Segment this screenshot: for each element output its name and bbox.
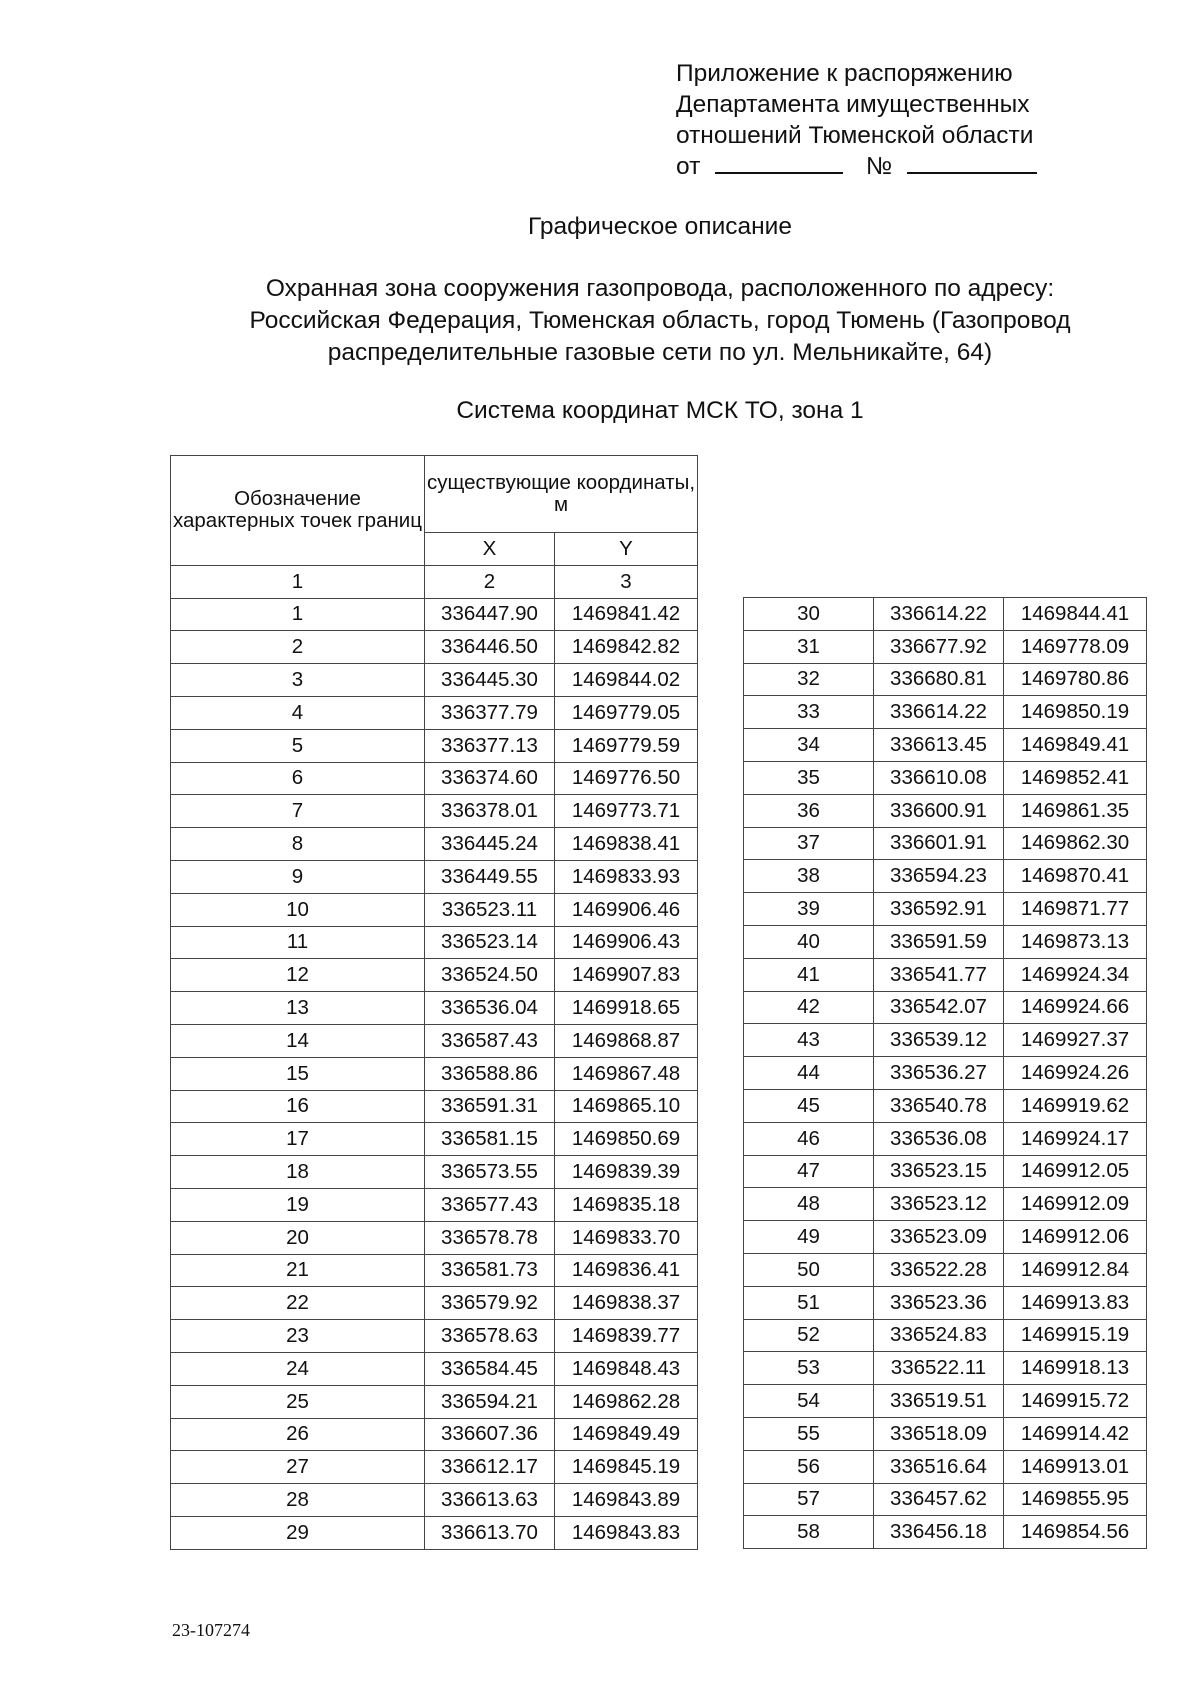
table-row <box>744 729 1147 762</box>
x-header-cell: X <box>425 533 555 566</box>
x-coordinate-cell: 336456.18 <box>874 1516 1004 1549</box>
x-coordinate-cell: 336613.70 <box>425 1516 555 1549</box>
table-row <box>744 630 1147 663</box>
table-row <box>744 1122 1147 1155</box>
table-row <box>744 827 1147 860</box>
x-coordinate-cell: 336542.07 <box>874 991 1004 1024</box>
x-coordinate-cell: 336614.22 <box>874 696 1004 729</box>
point-number-cell: 43 <box>744 1024 874 1057</box>
y-coordinate-cell: 1469838.37 <box>555 1287 698 1320</box>
x-coordinate-cell: 336601.91 <box>874 827 1004 860</box>
y-coordinate-cell: 1469852.41 <box>1004 761 1147 794</box>
y-coordinate-cell: 1469849.41 <box>1004 729 1147 762</box>
point-number-cell: 51 <box>744 1286 874 1319</box>
y-coordinate-cell: 1469861.35 <box>1004 794 1147 827</box>
table-row <box>171 1221 698 1254</box>
x-coordinate-cell: 336457.62 <box>874 1483 1004 1516</box>
y-coordinate-cell: 1469924.17 <box>1004 1122 1147 1155</box>
table-row <box>171 1090 698 1123</box>
table-row <box>744 1450 1147 1483</box>
y-coordinate-cell: 1469868.87 <box>555 1024 698 1057</box>
y-coordinate-cell: 1469833.70 <box>555 1221 698 1254</box>
point-number-cell: 28 <box>171 1484 425 1517</box>
x-coordinate-cell: 336600.91 <box>874 794 1004 827</box>
table-row <box>744 860 1147 893</box>
y-coordinate-cell: 1469862.30 <box>1004 827 1147 860</box>
x-coordinate-cell: 336523.09 <box>874 1221 1004 1254</box>
x-coordinate-cell: 336523.15 <box>874 1155 1004 1188</box>
point-number-cell: 35 <box>744 761 874 794</box>
point-number-cell: 5 <box>171 729 425 762</box>
table-row <box>171 1287 698 1320</box>
point-number-cell: 8 <box>171 828 425 861</box>
point-number-cell: 39 <box>744 893 874 926</box>
x-coordinate-cell: 336587.43 <box>425 1024 555 1057</box>
table-row <box>171 1451 698 1484</box>
x-coordinate-cell: 336524.50 <box>425 959 555 992</box>
coords-header-cell: существующие координаты, м <box>425 456 698 533</box>
x-coordinate-cell: 336516.64 <box>874 1450 1004 1483</box>
y-coordinate-cell: 1469850.19 <box>1004 696 1147 729</box>
y-coordinate-cell: 1469845.19 <box>555 1451 698 1484</box>
x-coordinate-cell: 336614.22 <box>874 598 1004 631</box>
y-coordinate-cell: 1469906.46 <box>555 893 698 926</box>
x-coordinate-cell: 336584.45 <box>425 1352 555 1385</box>
point-number-cell: 10 <box>171 893 425 926</box>
table-row <box>171 598 698 631</box>
y-coordinate-cell: 1469849.49 <box>555 1418 698 1451</box>
table-row <box>744 1155 1147 1188</box>
point-number-cell: 52 <box>744 1319 874 1352</box>
y-coordinate-cell: 1469854.56 <box>1004 1516 1147 1549</box>
x-coordinate-cell: 336523.14 <box>425 926 555 959</box>
table-row <box>744 991 1147 1024</box>
y-coordinate-cell: 1469906.43 <box>555 926 698 959</box>
table-row <box>171 1352 698 1385</box>
y-coordinate-cell: 1469913.83 <box>1004 1286 1147 1319</box>
x-coordinate-cell: 336523.12 <box>874 1188 1004 1221</box>
point-number-cell: 6 <box>171 762 425 795</box>
coordinates-table-left <box>170 455 698 1550</box>
x-coordinate-cell: 336522.28 <box>874 1253 1004 1286</box>
x-coordinate-cell: 336541.77 <box>874 958 1004 991</box>
zone-description-line-3: распределительные газовые сети по ул. Мельникайте, 64) <box>327 339 993 366</box>
table-row <box>744 761 1147 794</box>
coordinates-table-right <box>743 597 1147 1549</box>
x-coordinate-cell: 336591.31 <box>425 1090 555 1123</box>
table-row <box>171 729 698 762</box>
y-coordinate-cell: 1469912.05 <box>1004 1155 1147 1188</box>
table-row <box>744 1286 1147 1319</box>
x-coordinate-cell: 336594.23 <box>874 860 1004 893</box>
point-number-cell: 48 <box>744 1188 874 1221</box>
y-coordinate-cell: 1469850.69 <box>555 1123 698 1156</box>
table-row <box>171 795 698 828</box>
y-coordinate-cell: 1469839.77 <box>555 1320 698 1353</box>
point-number-cell: 47 <box>744 1155 874 1188</box>
table-header-row <box>171 456 698 533</box>
x-coordinate-cell: 336578.63 <box>425 1320 555 1353</box>
y-coordinate-cell: 1469915.19 <box>1004 1319 1147 1352</box>
point-number-cell: 41 <box>744 958 874 991</box>
y-coordinate-cell: 1469843.83 <box>555 1516 698 1549</box>
x-coordinate-cell: 336445.30 <box>425 664 555 697</box>
point-number-cell: 45 <box>744 1089 874 1122</box>
appendix-header <box>676 58 1037 182</box>
point-number-cell: 17 <box>171 1123 425 1156</box>
y-coordinate-cell: 1469862.28 <box>555 1385 698 1418</box>
x-coordinate-cell: 336449.55 <box>425 860 555 893</box>
y-coordinate-cell: 1469873.13 <box>1004 925 1147 958</box>
x-coordinate-cell: 336591.59 <box>874 925 1004 958</box>
y-coordinate-cell: 1469912.84 <box>1004 1253 1147 1286</box>
y-coordinate-cell: 1469836.41 <box>555 1254 698 1287</box>
point-number-cell: 14 <box>171 1024 425 1057</box>
table-row <box>171 1024 698 1057</box>
table-row <box>744 925 1147 958</box>
point-number-cell: 2 <box>171 631 425 664</box>
appendix-line-1: Приложение к распоряжению <box>676 60 1013 87</box>
point-number-cell: 46 <box>744 1122 874 1155</box>
point-number-cell: 3 <box>171 664 425 697</box>
x-coordinate-cell: 336592.91 <box>874 893 1004 926</box>
x-coordinate-cell: 336613.45 <box>874 729 1004 762</box>
y-coordinate-cell: 1469924.26 <box>1004 1057 1147 1090</box>
x-coordinate-cell: 336579.92 <box>425 1287 555 1320</box>
table-row <box>744 1089 1147 1122</box>
x-coordinate-cell: 336377.13 <box>425 729 555 762</box>
x-coordinate-cell: 336523.36 <box>874 1286 1004 1319</box>
y-coordinate-cell: 1469919.62 <box>1004 1089 1147 1122</box>
table-row <box>171 828 698 861</box>
y-coordinate-cell: 1469912.06 <box>1004 1221 1147 1254</box>
x-coordinate-cell: 336573.55 <box>425 1156 555 1189</box>
column-number-1: 1 <box>171 565 425 598</box>
y-coordinate-cell: 1469780.86 <box>1004 663 1147 696</box>
point-number-cell: 31 <box>744 630 874 663</box>
table-row <box>171 860 698 893</box>
point-number-cell: 55 <box>744 1417 874 1450</box>
appendix-line-3: отношений Тюменской области <box>676 122 1034 149</box>
point-number-cell: 4 <box>171 696 425 729</box>
x-coordinate-cell: 336447.90 <box>425 598 555 631</box>
column-number-3: 3 <box>555 565 698 598</box>
y-coordinate-cell: 1469912.09 <box>1004 1188 1147 1221</box>
point-number-cell: 40 <box>744 925 874 958</box>
column-number-2: 2 <box>425 565 555 598</box>
y-coordinate-cell: 1469855.95 <box>1004 1483 1147 1516</box>
y-coordinate-cell: 1469779.59 <box>555 729 698 762</box>
y-coordinate-cell: 1469839.39 <box>555 1156 698 1189</box>
point-number-cell: 20 <box>171 1221 425 1254</box>
table-row <box>744 1188 1147 1221</box>
point-number-cell: 53 <box>744 1352 874 1385</box>
x-coordinate-cell: 336536.27 <box>874 1057 1004 1090</box>
table-column-number-row <box>171 565 698 598</box>
x-coordinate-cell: 336577.43 <box>425 1188 555 1221</box>
point-number-cell: 16 <box>171 1090 425 1123</box>
x-coordinate-cell: 336522.11 <box>874 1352 1004 1385</box>
y-coordinate-cell: 1469927.37 <box>1004 1024 1147 1057</box>
y-coordinate-cell: 1469778.09 <box>1004 630 1147 663</box>
table-row <box>744 794 1147 827</box>
appendix-date-number-line <box>676 151 1037 182</box>
table-row <box>171 1385 698 1418</box>
y-coordinate-cell: 1469918.65 <box>555 992 698 1025</box>
y-coordinate-cell: 1469870.41 <box>1004 860 1147 893</box>
x-coordinate-cell: 336540.78 <box>874 1089 1004 1122</box>
point-number-cell: 54 <box>744 1385 874 1418</box>
point-number-cell: 30 <box>744 598 874 631</box>
x-coordinate-cell: 336594.21 <box>425 1385 555 1418</box>
from-label: от <box>676 153 701 180</box>
x-coordinate-cell: 336581.15 <box>425 1123 555 1156</box>
point-number-cell: 34 <box>744 729 874 762</box>
table-row <box>171 926 698 959</box>
x-coordinate-cell: 336613.63 <box>425 1484 555 1517</box>
number-label: № <box>865 153 893 180</box>
x-coordinate-cell: 336578.78 <box>425 1221 555 1254</box>
zone-description <box>0 273 1200 369</box>
y-coordinate-cell: 1469842.82 <box>555 631 698 664</box>
point-number-cell: 13 <box>171 992 425 1025</box>
point-number-cell: 12 <box>171 959 425 992</box>
y-coordinate-cell: 1469924.66 <box>1004 991 1147 1024</box>
table-row <box>171 1320 698 1353</box>
y-header-cell: Y <box>555 533 698 566</box>
table-row <box>744 663 1147 696</box>
table-row <box>171 762 698 795</box>
point-number-cell: 21 <box>171 1254 425 1287</box>
x-coordinate-cell: 336374.60 <box>425 762 555 795</box>
appendix-line-2: Департамента имущественных <box>676 91 1030 118</box>
x-coordinate-cell: 336588.86 <box>425 1057 555 1090</box>
y-coordinate-cell: 1469773.71 <box>555 795 698 828</box>
table-row <box>744 1516 1147 1549</box>
x-coordinate-cell: 336610.08 <box>874 761 1004 794</box>
table-row <box>171 1484 698 1517</box>
table-row <box>744 1385 1147 1418</box>
y-coordinate-cell: 1469843.89 <box>555 1484 698 1517</box>
point-number-cell: 18 <box>171 1156 425 1189</box>
y-coordinate-cell: 1469848.43 <box>555 1352 698 1385</box>
x-coordinate-cell: 336518.09 <box>874 1417 1004 1450</box>
table-row <box>171 992 698 1025</box>
x-coordinate-cell: 336445.24 <box>425 828 555 861</box>
point-number-cell: 36 <box>744 794 874 827</box>
point-number-cell: 27 <box>171 1451 425 1484</box>
table-row <box>171 1516 698 1549</box>
number-blank <box>907 152 1037 174</box>
point-number-cell: 26 <box>171 1418 425 1451</box>
table-row <box>171 696 698 729</box>
table-row <box>744 1024 1147 1057</box>
footer-document-number: 23-107274 <box>172 1620 250 1640</box>
date-blank <box>715 152 843 174</box>
y-coordinate-cell: 1469907.83 <box>555 959 698 992</box>
x-coordinate-cell: 336446.50 <box>425 631 555 664</box>
point-number-cell: 38 <box>744 860 874 893</box>
x-coordinate-cell: 336607.36 <box>425 1418 555 1451</box>
table-row <box>171 1156 698 1189</box>
x-coordinate-cell: 336524.83 <box>874 1319 1004 1352</box>
y-coordinate-cell: 1469913.01 <box>1004 1450 1147 1483</box>
zone-description-line-1: Охранная зона сооружения газопровода, расположенного по адресу: <box>265 275 1055 302</box>
table-row <box>744 1057 1147 1090</box>
table-row <box>744 1221 1147 1254</box>
point-number-cell: 56 <box>744 1450 874 1483</box>
point-number-cell: 9 <box>171 860 425 893</box>
table-row <box>171 1057 698 1090</box>
point-number-cell: 24 <box>171 1352 425 1385</box>
table-row <box>171 1188 698 1221</box>
table-row <box>744 696 1147 729</box>
y-coordinate-cell: 1469779.05 <box>555 696 698 729</box>
y-coordinate-cell: 1469871.77 <box>1004 893 1147 926</box>
x-coordinate-cell: 336581.73 <box>425 1254 555 1287</box>
point-number-cell: 32 <box>744 663 874 696</box>
table-row <box>744 1319 1147 1352</box>
y-coordinate-cell: 1469865.10 <box>555 1090 698 1123</box>
x-coordinate-cell: 336377.79 <box>425 696 555 729</box>
point-number-cell: 7 <box>171 795 425 828</box>
zone-description-line-2: Российская Федерация, Тюменская область, город Тюмень (Газопровод <box>249 307 1071 334</box>
table-row <box>744 1253 1147 1286</box>
x-coordinate-cell: 336378.01 <box>425 795 555 828</box>
point-number-cell: 57 <box>744 1483 874 1516</box>
x-coordinate-cell: 336612.17 <box>425 1451 555 1484</box>
x-coordinate-cell: 336680.81 <box>874 663 1004 696</box>
x-coordinate-cell: 336523.11 <box>425 893 555 926</box>
x-coordinate-cell: 336536.08 <box>874 1122 1004 1155</box>
x-coordinate-cell: 336539.12 <box>874 1024 1004 1057</box>
y-coordinate-cell: 1469844.02 <box>555 664 698 697</box>
point-number-cell: 50 <box>744 1253 874 1286</box>
table-row <box>744 1417 1147 1450</box>
table-row <box>744 1483 1147 1516</box>
points-header-cell: Обозначение характерных точек границ <box>171 456 425 566</box>
point-number-cell: 49 <box>744 1221 874 1254</box>
table-row <box>744 893 1147 926</box>
point-number-cell: 1 <box>171 598 425 631</box>
y-coordinate-cell: 1469914.42 <box>1004 1417 1147 1450</box>
point-number-cell: 11 <box>171 926 425 959</box>
x-coordinate-cell: 336536.04 <box>425 992 555 1025</box>
point-number-cell: 19 <box>171 1188 425 1221</box>
point-number-cell: 23 <box>171 1320 425 1353</box>
y-coordinate-cell: 1469867.48 <box>555 1057 698 1090</box>
y-coordinate-cell: 1469838.41 <box>555 828 698 861</box>
y-coordinate-cell: 1469924.34 <box>1004 958 1147 991</box>
y-coordinate-cell: 1469833.93 <box>555 860 698 893</box>
table-row <box>744 1352 1147 1385</box>
point-number-cell: 58 <box>744 1516 874 1549</box>
x-coordinate-cell: 336677.92 <box>874 630 1004 663</box>
point-number-cell: 42 <box>744 991 874 1024</box>
table-row <box>171 1254 698 1287</box>
table-row <box>744 958 1147 991</box>
coordinate-system-label: Система координат МСК ТО, зона 1 <box>456 397 864 424</box>
table-row <box>171 959 698 992</box>
x-coordinate-cell: 336519.51 <box>874 1385 1004 1418</box>
table-row <box>171 664 698 697</box>
table-row <box>744 598 1147 631</box>
y-coordinate-cell: 1469918.13 <box>1004 1352 1147 1385</box>
y-coordinate-cell: 1469841.42 <box>555 598 698 631</box>
table-row <box>171 631 698 664</box>
point-number-cell: 44 <box>744 1057 874 1090</box>
y-coordinate-cell: 1469835.18 <box>555 1188 698 1221</box>
document-title: Графическое описание <box>528 213 792 240</box>
y-coordinate-cell: 1469915.72 <box>1004 1385 1147 1418</box>
point-number-cell: 25 <box>171 1385 425 1418</box>
y-coordinate-cell: 1469776.50 <box>555 762 698 795</box>
y-coordinate-cell: 1469844.41 <box>1004 598 1147 631</box>
table-row <box>171 893 698 926</box>
table-row <box>171 1123 698 1156</box>
point-number-cell: 33 <box>744 696 874 729</box>
table-row <box>171 1418 698 1451</box>
point-number-cell: 15 <box>171 1057 425 1090</box>
point-number-cell: 29 <box>171 1516 425 1549</box>
point-number-cell: 22 <box>171 1287 425 1320</box>
point-number-cell: 37 <box>744 827 874 860</box>
